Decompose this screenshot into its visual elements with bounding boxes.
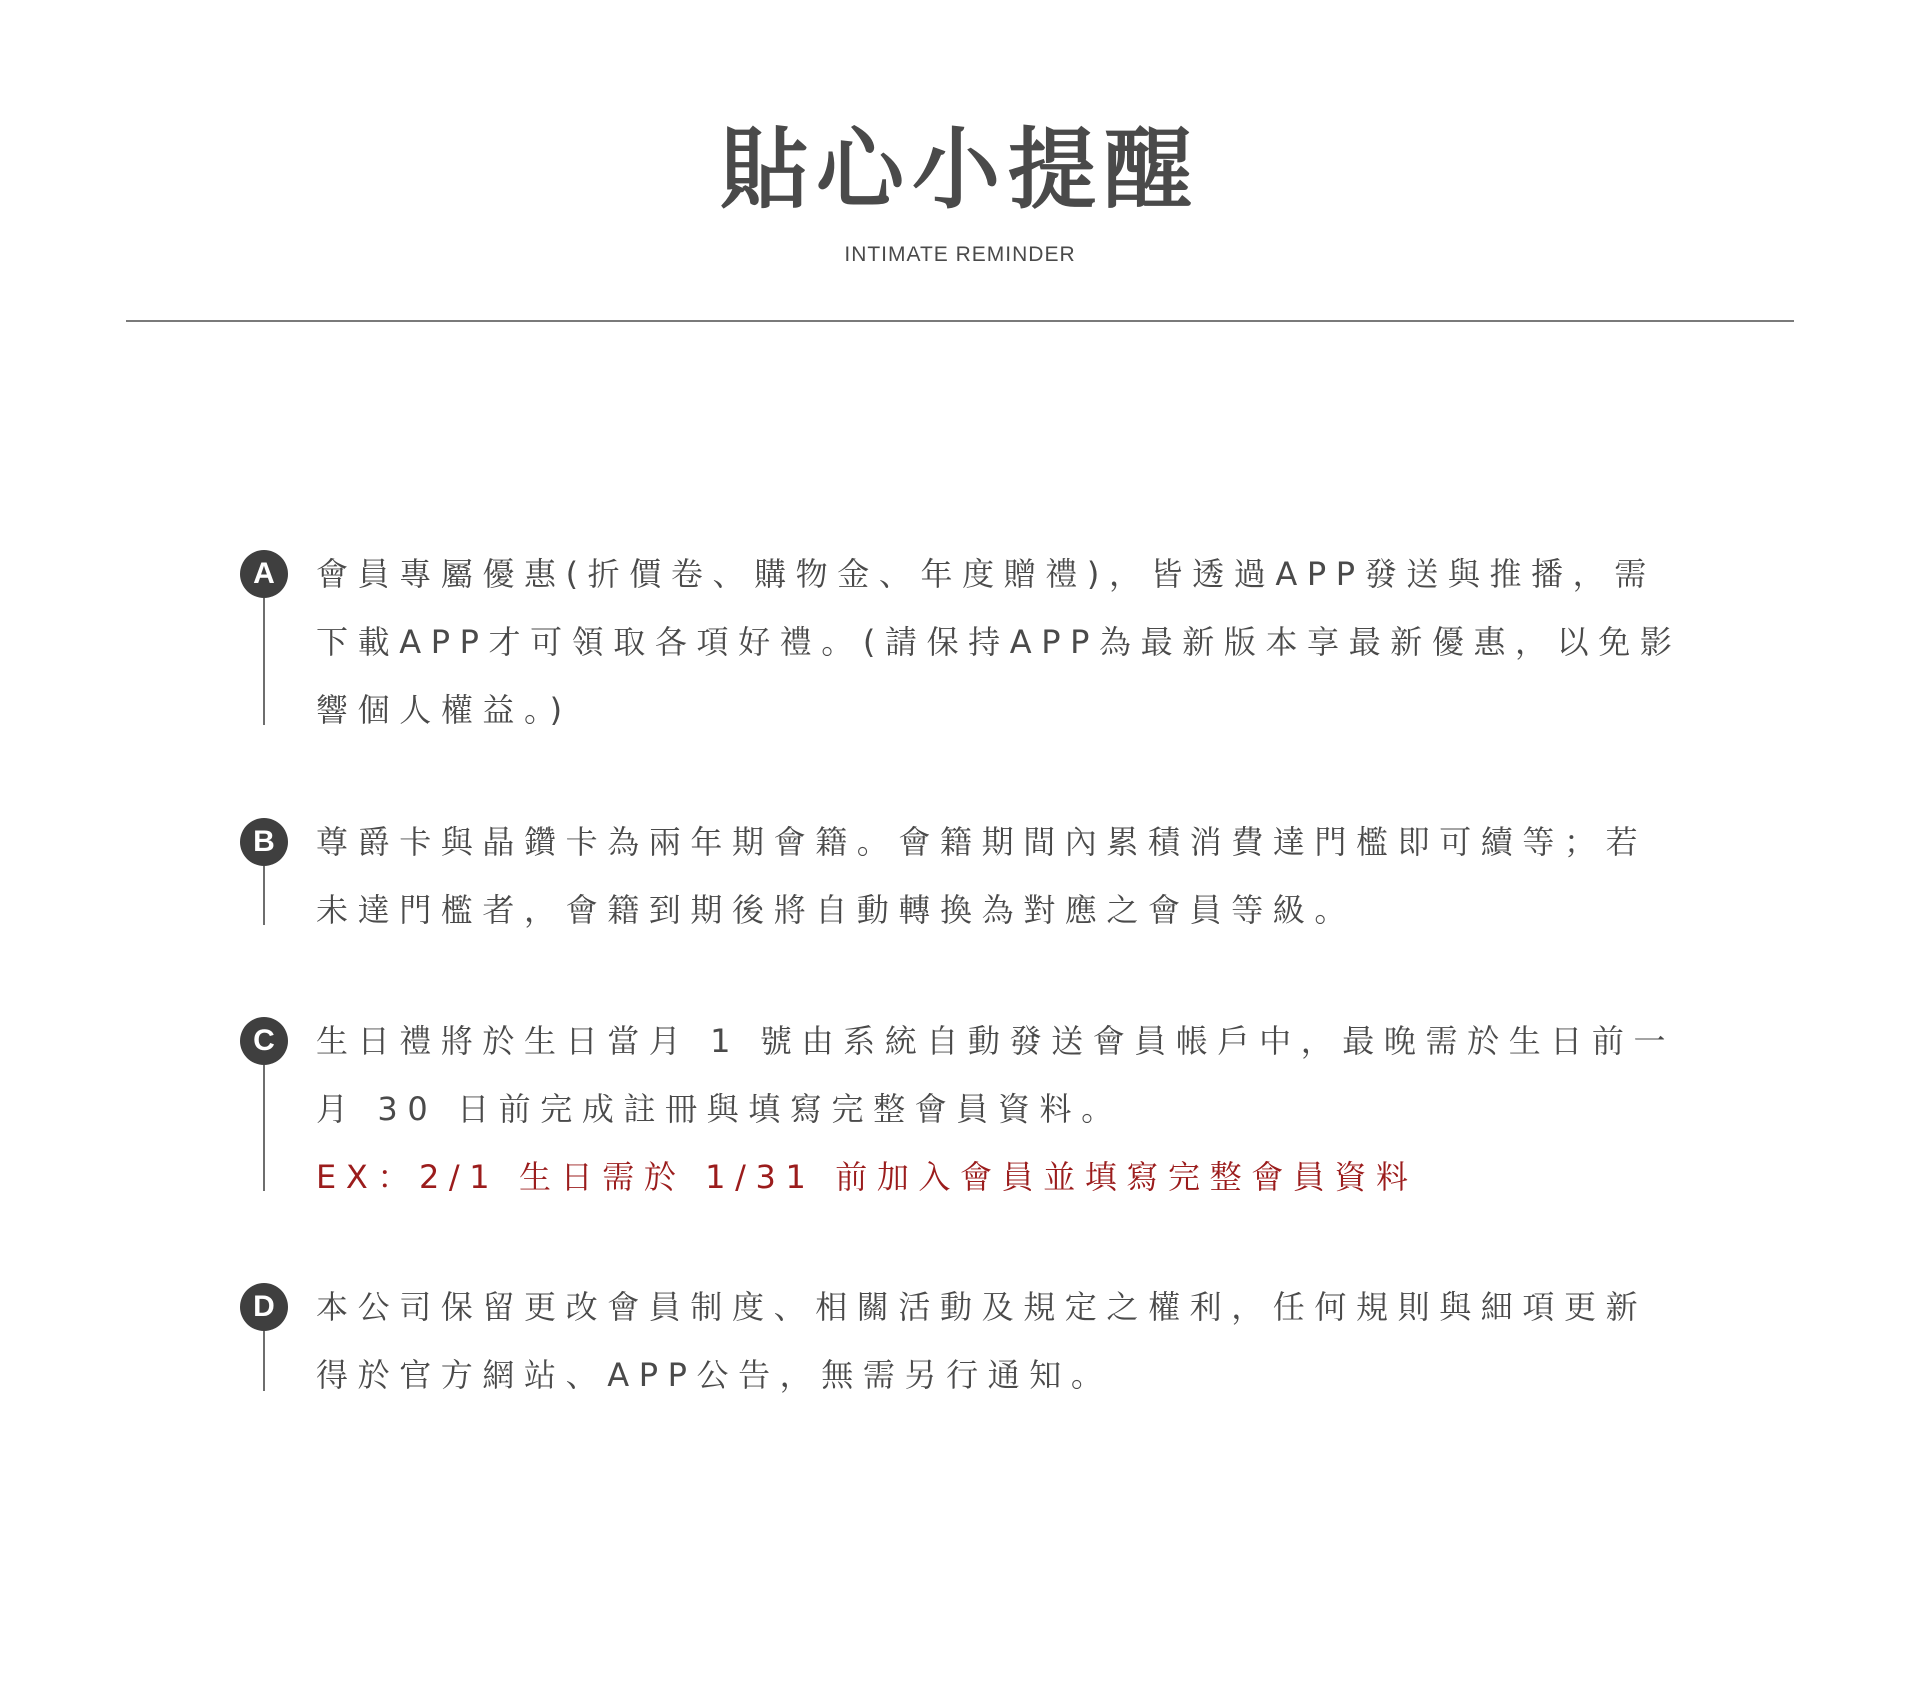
connector-line bbox=[263, 1065, 265, 1191]
reminder-line: 月 30 日前完成註冊與填寫完整會員資料。 bbox=[316, 1090, 1123, 1128]
reminder-item-c bbox=[240, 1017, 1700, 1196]
page-subtitle: INTIMATE REMINDER bbox=[844, 243, 1076, 266]
reminder-item-d bbox=[240, 1283, 1700, 1393]
reminder-line: 得於官方網站、APP公告，無需另行通知。 bbox=[316, 1356, 1113, 1394]
connector-line bbox=[263, 598, 265, 725]
reminder-text bbox=[316, 1007, 1706, 1211]
reminder-line: 響個人權益。) bbox=[316, 691, 572, 729]
reminder-text bbox=[316, 540, 1706, 744]
reminder-line: 生日禮將於生日當月 1 號由系統自動發送會員帳戶中，最晚需於生日前一 bbox=[316, 1022, 1676, 1060]
reminder-item-b bbox=[240, 818, 1700, 929]
header-divider bbox=[126, 320, 1794, 322]
reminder-line: 本公司保留更改會員制度、相關活動及規定之權利，任何規則與細項更新 bbox=[316, 1288, 1648, 1326]
reminder-line: 未達門檻者，會籍到期後將自動轉換為對應之會員等級。 bbox=[316, 891, 1357, 929]
page-title: 貼心小提醒 bbox=[719, 118, 1200, 221]
badge-b-icon: B bbox=[240, 818, 288, 866]
badge-c-icon: C bbox=[240, 1017, 288, 1065]
reminder-item-a bbox=[240, 550, 1700, 729]
reminder-line: 尊爵卡與晶鑽卡為兩年期會籍。會籍期間內累積消費達門檻即可續等；若 bbox=[316, 823, 1648, 861]
example-note: EX：2/1 生日需於 1/31 前加入會員並填寫完整會員資料 bbox=[316, 1158, 1418, 1196]
badge-d-icon: D bbox=[240, 1283, 288, 1331]
connector-line bbox=[263, 866, 265, 925]
reminder-text bbox=[316, 808, 1706, 944]
reminder-line: 會員專屬優惠(折價卷、購物金、年度贈禮)，皆透過APP發送與推播，需 bbox=[316, 555, 1656, 593]
badge-a-icon: A bbox=[240, 550, 288, 598]
connector-line bbox=[263, 1331, 265, 1391]
reminder-line: 下載APP才可領取各項好禮。(請保持APP為最新版本享最新優惠，以免影 bbox=[316, 623, 1682, 661]
reminder-text bbox=[316, 1273, 1706, 1409]
